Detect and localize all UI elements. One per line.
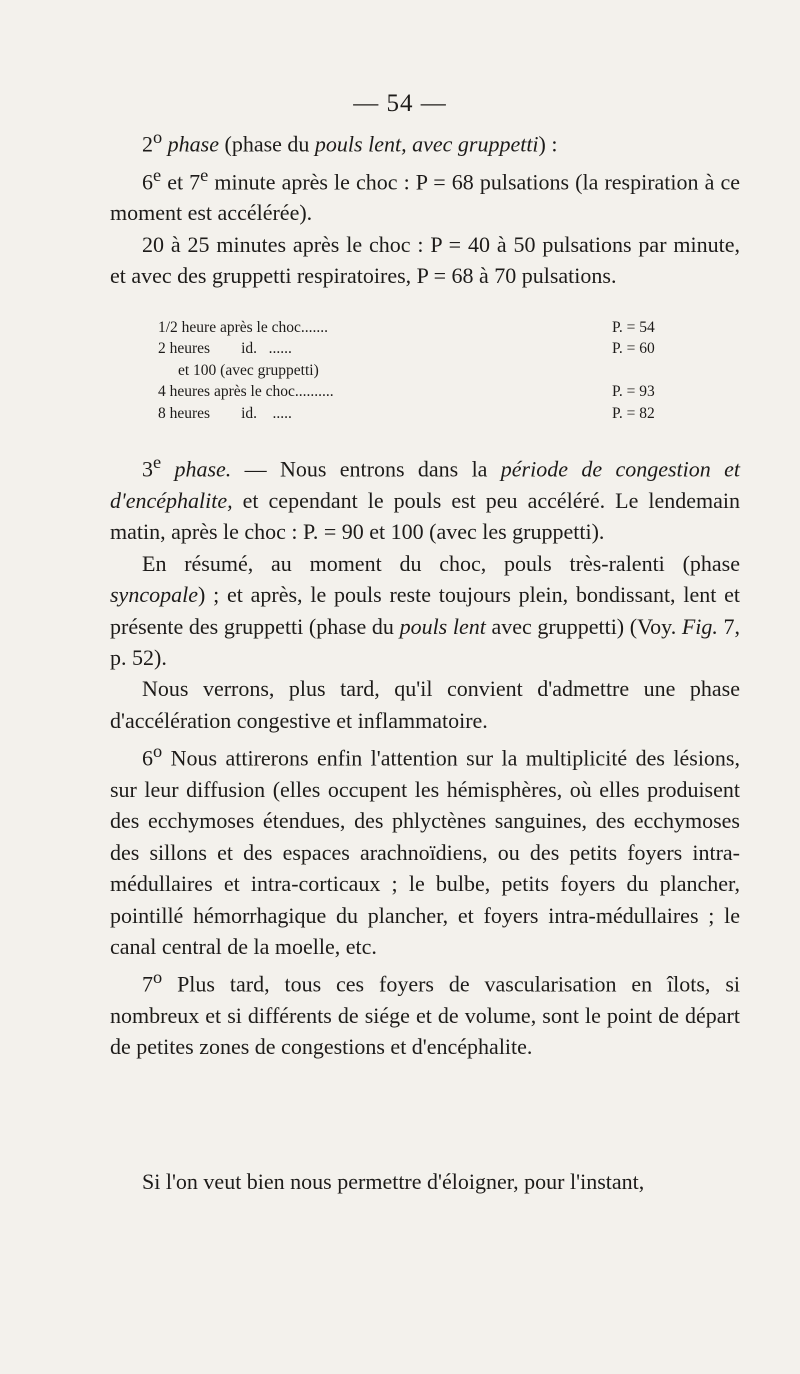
paragraph-resume: En résumé, au moment du choc, pouls très-ralenti (phase syncopale) ; et après, le pouls reste toujours plein, bondissant, lent et présente des gruppetti (phase du pouls lent avec gruppetti) (Voy. Fig. 7, p. 52).: [110, 550, 740, 670]
body-text: [110, 122, 740, 1063]
paragraph-phase-3: 3e phase. — Nous entrons dans la période de congestion et d'encéphalite, et cependant le pouls est peu accéléré. Le lendemain matin, après le choc : P. = 90 et 100 (avec les gruppetti).: [110, 452, 740, 545]
paragraph-last: Si l'on veut bien nous permettre d'éloigner, pour l'instant,: [142, 1169, 645, 1194]
table-row: 1/2 heure après le choc....... P. = 54: [158, 318, 655, 336]
pulse-table: [158, 317, 692, 425]
paragraph-7: 7$^o$ Plus tard, tous ces foyers de vascularisation en îlots, si nombreux et si différents de siége et de volume, sont le point de départ de petites zones de congestions et d'encéphalite.: [110, 967, 740, 1060]
table-row: et 100 (avec gruppetti): [178, 361, 319, 379]
paragraph-verrons: Nous verrons, plus tard, qu'il convient d'admettre une phase d'accélération congestive et inflammatoire.: [110, 676, 740, 733]
paragraph-6e-minute: 6e et 7e minute après le choc : P = 68 pulsations (la respiration à ce moment est accélérée).: [110, 164, 740, 226]
paragraph-20-minutes: 20 à 25 minutes après le choc : P = 40 à 50 pulsations par minute, et avec des gruppetti respiratoires, P = 68 à 70 pulsations.: [110, 231, 740, 289]
table-row: 4 heures après le choc.......... P. = 93: [158, 383, 655, 401]
table-row: 8 heures id. ..... P. = 82: [158, 404, 655, 422]
italic-title: pouls lent, avec gruppetti: [314, 131, 539, 157]
table-row: 2 heures id. ...... P. = 60: [158, 340, 655, 358]
paragraph-phase-2: 2$^o$ phase (phase du pouls lent, avec gruppetti) :: [142, 127, 558, 157]
paragraph-6: 6$^o$ Nous attirerons enfin l'attention sur la multiplicité des lésions, sur leur diffusion (elles occupent les hémisphères, où elles produisent des ecchymoses étendues, des phlyctènes sanguines, des ecchymoses des sillons et des espaces arachnoïdiens, ou des petits foyers intra-médullaires et intra-corticaux ; le bulbe, petits foyers du plancher, pointillé hémorrhagique du plancher, et foyers intra-médullaires ; le canal central de la moelle, etc.: [110, 741, 740, 959]
phase-word: phase: [167, 131, 219, 157]
page-number: — 54 —: [353, 90, 447, 117]
